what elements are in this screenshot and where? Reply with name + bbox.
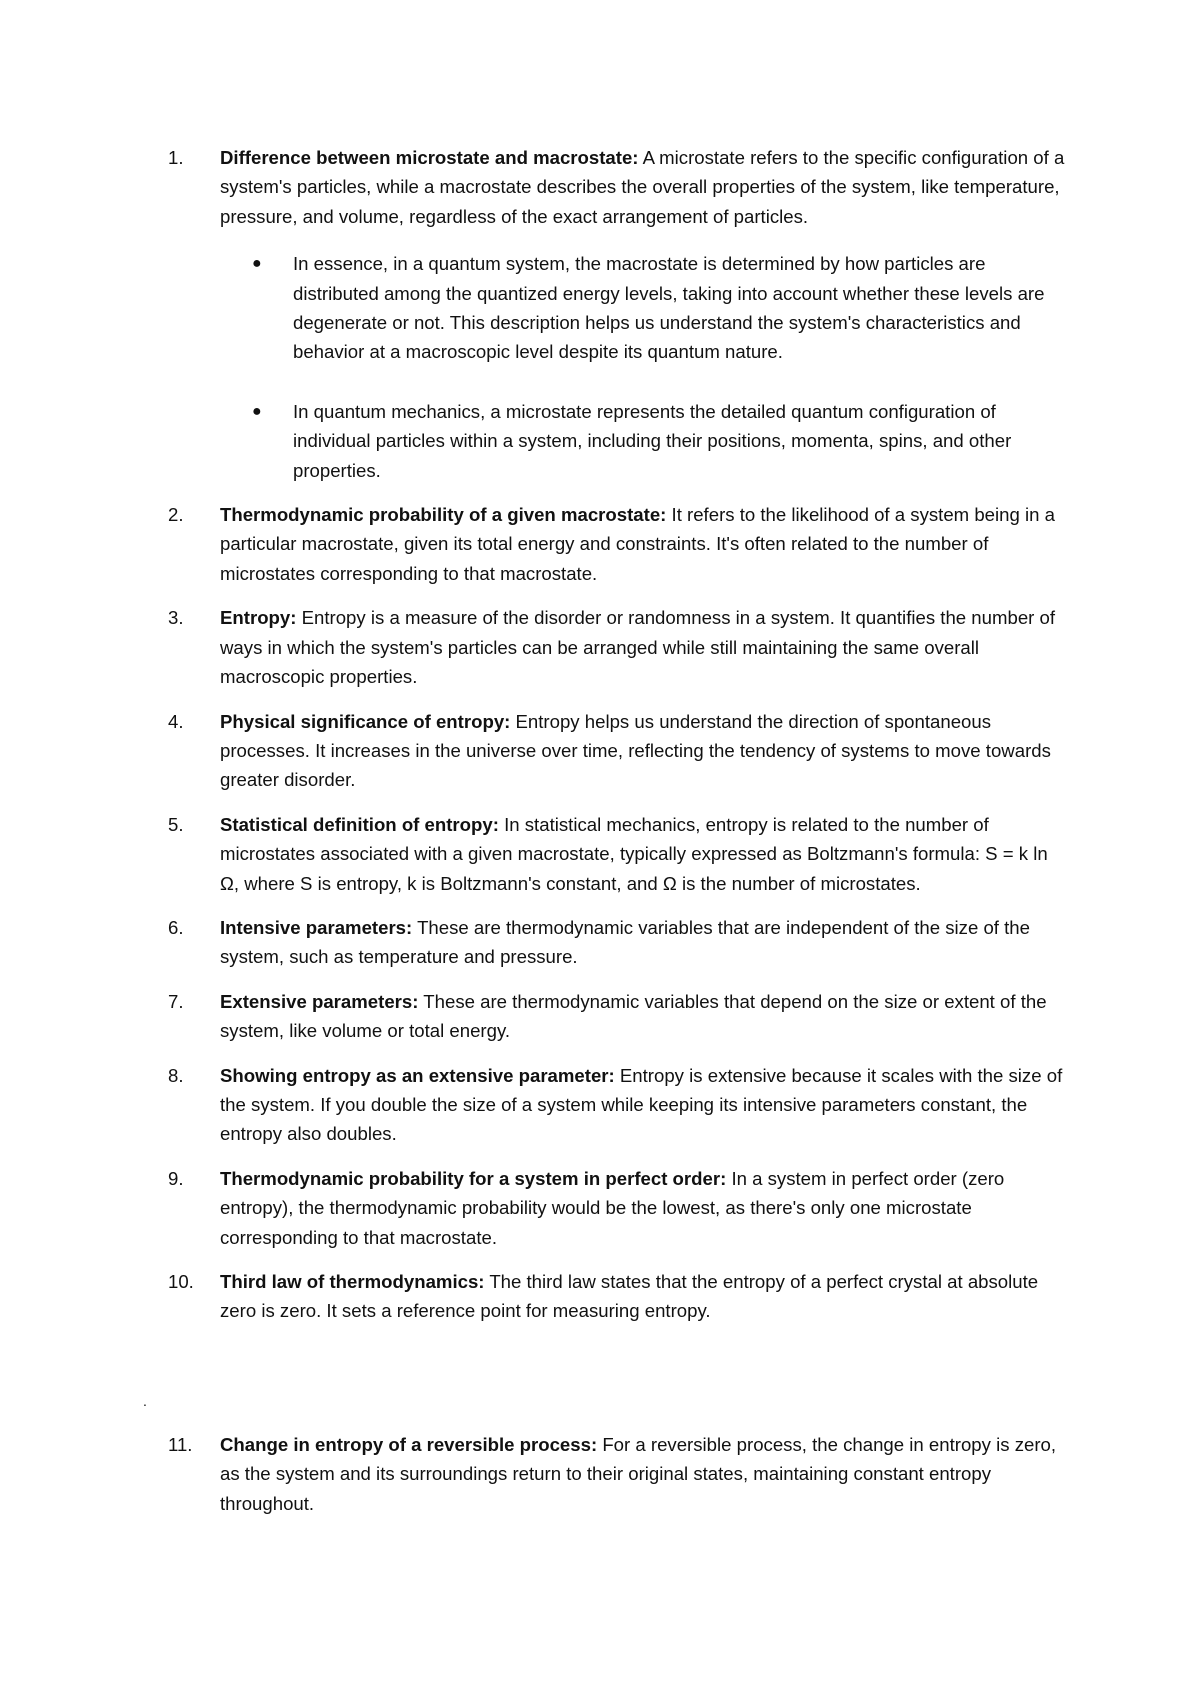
list-item-3 <box>168 603 1065 691</box>
item-number: 4. <box>168 710 184 732</box>
item-number: 9. <box>168 1167 184 1189</box>
item-number: 3. <box>168 607 184 629</box>
list-item-1 <box>168 143 1065 485</box>
item-number: 2. <box>168 504 184 526</box>
list-item-7 <box>168 987 1065 1046</box>
item-text: For a reversible process, the change in entropy is zero, as the system and its surroundings return to their original states, maintaining constant entropy throughout. <box>220 1434 1057 1514</box>
item-number: 10. <box>168 1271 194 1292</box>
item-number: 5. <box>168 813 184 835</box>
item-term: Showing entropy as an extensive parameter: <box>220 1064 615 1086</box>
item-text: These are thermodynamic variables that are independent of the size of the system, such as temperature and pressure. <box>220 916 1030 968</box>
bullet-item <box>252 249 1063 367</box>
item-text: These are thermodynamic variables that depend on the size or extent of the system, like volume or total energy. <box>220 990 1047 1042</box>
item-term: Statistical definition of entropy: <box>220 813 499 835</box>
bullet-text: In quantum mechanics, a microstate represents the detailed quantum configuration of individual particles within a system, including their positions, momenta, spins, and other properties. <box>293 400 1012 481</box>
bullet-item <box>252 397 1063 485</box>
item-number: 1. <box>168 147 184 168</box>
item-number: 8. <box>168 1064 184 1086</box>
item-term: Extensive parameters: <box>220 990 419 1012</box>
item-term: Third law of thermodynamics: <box>220 1271 485 1292</box>
bullet-dot-icon: ● <box>252 255 262 273</box>
item-text: In a system in perfect order (zero entropy), the thermodynamic probability would be the lowest, as there's only one microstate corresponding to that macrostate. <box>220 1167 1005 1248</box>
list-item-10 <box>168 1267 1065 1326</box>
numbered-list <box>0 143 1200 1341</box>
item-term: Physical significance of entropy: <box>220 710 511 732</box>
item-term: Intensive parameters: <box>220 916 413 938</box>
item-text: Entropy is extensive because it scales with the size of the system. If you double the size of a system while keeping its intensive parameters constant, the entropy also doubles. <box>220 1064 1063 1145</box>
list-item-11 <box>168 1430 1065 1518</box>
stray-dot-mark: . <box>143 1393 147 1409</box>
item-text: A microstate refers to the specific configuration of a system's particles, while a macrostate describes the overall properties of the system, like temperature, pressure, and volume, regardless of the exact arrangement of particles. <box>220 147 1065 227</box>
list-item-9 <box>168 1164 1065 1252</box>
list-item-8 <box>168 1061 1065 1149</box>
list-item-6 <box>168 913 1065 972</box>
item-text: Entropy is a measure of the disorder or randomness in a system. It quantifies the number of ways in which the system's particles can be arranged while still maintaining the same overall macroscopic properties. <box>220 607 1056 688</box>
list-item-5 <box>168 810 1065 898</box>
item-text: The third law states that the entropy of a perfect crystal at absolute zero is zero. It sets a reference point for measuring entropy. <box>220 1271 1039 1322</box>
list-item-4 <box>168 707 1065 795</box>
bullet-list <box>220 249 1065 485</box>
item-text: Entropy helps us understand the direction of spontaneous processes. It increases in the universe over time, reflecting the tendency of systems to move towards greater disorder. <box>220 710 1051 791</box>
list-item-2 <box>168 500 1065 588</box>
item-term: Entropy: <box>220 607 297 629</box>
item-term: Thermodynamic probability of a given macrostate: <box>220 504 667 526</box>
item-term: Difference between microstate and macrostate: <box>220 147 639 168</box>
bullet-dot-icon: ● <box>252 402 262 420</box>
item-number: 11. <box>168 1434 193 1455</box>
item-term: Change in entropy of a reversible process: <box>220 1434 598 1455</box>
item-number: 7. <box>168 990 184 1012</box>
item-term: Thermodynamic probability for a system in perfect order: <box>220 1167 727 1189</box>
item-number: 6. <box>168 916 184 938</box>
bullet-text: In essence, in a quantum system, the macrostate is determined by how particles are distributed among the quantized energy levels, taking into account whether these levels are degenerate or not. This description helps us understand the system's characteristics and behavior at a macroscopic level despite its quantum nature. <box>293 253 1045 363</box>
item-text: It refers to the likelihood of a system being in a particular macrostate, given its total energy and constraints. It's often related to the number of microstates corresponding to that macrostate. <box>220 504 1055 584</box>
item-text: In statistical mechanics, entropy is related to the number of microstates associated with a given macrostate, typically expressed as Boltzmann's formula: S = k ln Ω, where S is entropy, k is Boltzmann's constant, and Ω is the number of microstates. <box>220 813 1048 894</box>
